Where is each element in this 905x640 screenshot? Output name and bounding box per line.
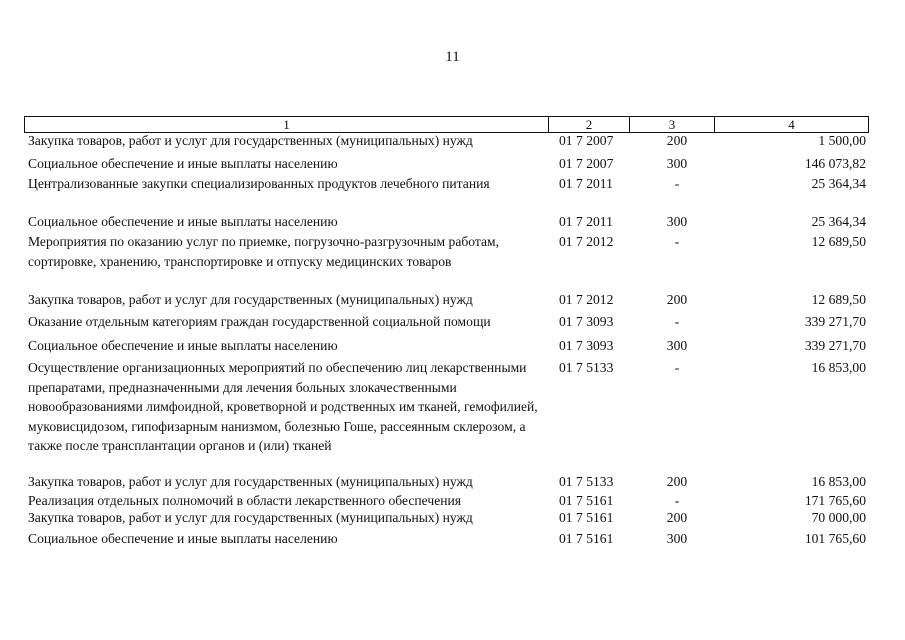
row-code: 01 7 2011 (559, 214, 613, 229)
row-type: - (674, 493, 680, 508)
row-amount: 16 853,00 (811, 360, 866, 375)
row-amount: 339 271,70 (804, 314, 866, 329)
row-type: - (674, 176, 680, 191)
row-type: 300 (666, 156, 688, 171)
row-code: 01 7 3093 (559, 338, 614, 353)
row-name: Социальное обеспечение и иные выплаты населению (28, 531, 338, 546)
header-col-1: 1 (25, 117, 549, 133)
row-name: Социальное обеспечение и иные выплаты населению (28, 338, 338, 353)
row-code: 01 7 2012 (559, 292, 614, 307)
row-code: 01 7 2012 (559, 234, 614, 249)
row-name: Мероприятия по оказанию услуг по приемке, погрузочно-разгрузочным работам, сортировке, хранению, транспортировке и отпуску медицинских товаров (28, 234, 500, 269)
row-name: Социальное обеспечение и иные выплаты населению (28, 214, 338, 229)
header-col-4: 4 (715, 117, 869, 133)
row-amount: 12 689,50 (811, 234, 866, 249)
row-type: 200 (666, 292, 688, 307)
row-code: 01 7 2007 (559, 133, 614, 148)
row-name: Осуществление организационных мероприятий по обеспечению лиц лекарственными препаратами, предназначенными для лечения больных злокачественными новообразованиями лимфоидной, кроветворной и родственных им тканей, гемофилией, муковисцидозом, гипофизарным нанизмом, болезнью Гоше, рассеянным склерозом, а также после трансплантации органов и (или) тканей (28, 360, 538, 453)
row-name: Реализация отдельных полномочий в области лекарственного обеспечения (28, 493, 462, 508)
row-code: 01 7 5161 (559, 510, 614, 525)
row-code: 01 7 5161 (559, 493, 614, 508)
row-amount: 70 000,00 (811, 510, 866, 525)
row-type: 300 (666, 531, 688, 546)
row-type: 200 (666, 133, 688, 148)
row-name: Централизованные закупки специализированных продуктов лечебного питания (28, 176, 490, 191)
row-type: 200 (666, 474, 688, 489)
row-type: - (674, 314, 680, 329)
row-code: 01 7 2007 (559, 156, 614, 171)
row-code: 01 7 2011 (559, 176, 613, 191)
row-code: 01 7 5161 (559, 531, 614, 546)
row-amount: 339 271,70 (804, 338, 866, 353)
row-amount: 171 765,60 (804, 493, 866, 508)
header-col-2: 2 (549, 117, 630, 133)
row-name: Закупка товаров, работ и услуг для государственных (муниципальных) нужд (28, 474, 473, 489)
row-name: Социальное обеспечение и иные выплаты населению (28, 156, 338, 171)
row-type: 300 (666, 214, 688, 229)
row-amount: 12 689,50 (811, 292, 866, 307)
row-code: 01 7 3093 (559, 314, 614, 329)
row-type: - (674, 360, 680, 375)
row-amount: 1 500,00 (818, 133, 866, 148)
row-amount: 146 073,82 (804, 156, 866, 171)
row-amount: 25 364,34 (811, 214, 866, 229)
row-name: Закупка товаров, работ и услуг для государственных (муниципальных) нужд (28, 133, 473, 148)
row-type: - (674, 234, 680, 249)
row-type: 200 (666, 510, 688, 525)
row-amount: 101 765,60 (804, 531, 866, 546)
row-name: Закупка товаров, работ и услуг для государственных (муниципальных) нужд (28, 292, 473, 307)
row-amount: 16 853,00 (811, 474, 866, 489)
header-col-3: 3 (630, 117, 715, 133)
row-amount: 25 364,34 (811, 176, 866, 191)
page-number: 11 (445, 49, 460, 65)
row-name: Оказание отдельным категориям граждан государственной социальной помощи (28, 314, 491, 329)
row-type: 300 (666, 338, 688, 353)
row-name: Закупка товаров, работ и услуг для государственных (муниципальных) нужд (28, 510, 473, 525)
row-code: 01 7 5133 (559, 474, 614, 489)
row-code: 01 7 5133 (559, 360, 614, 375)
